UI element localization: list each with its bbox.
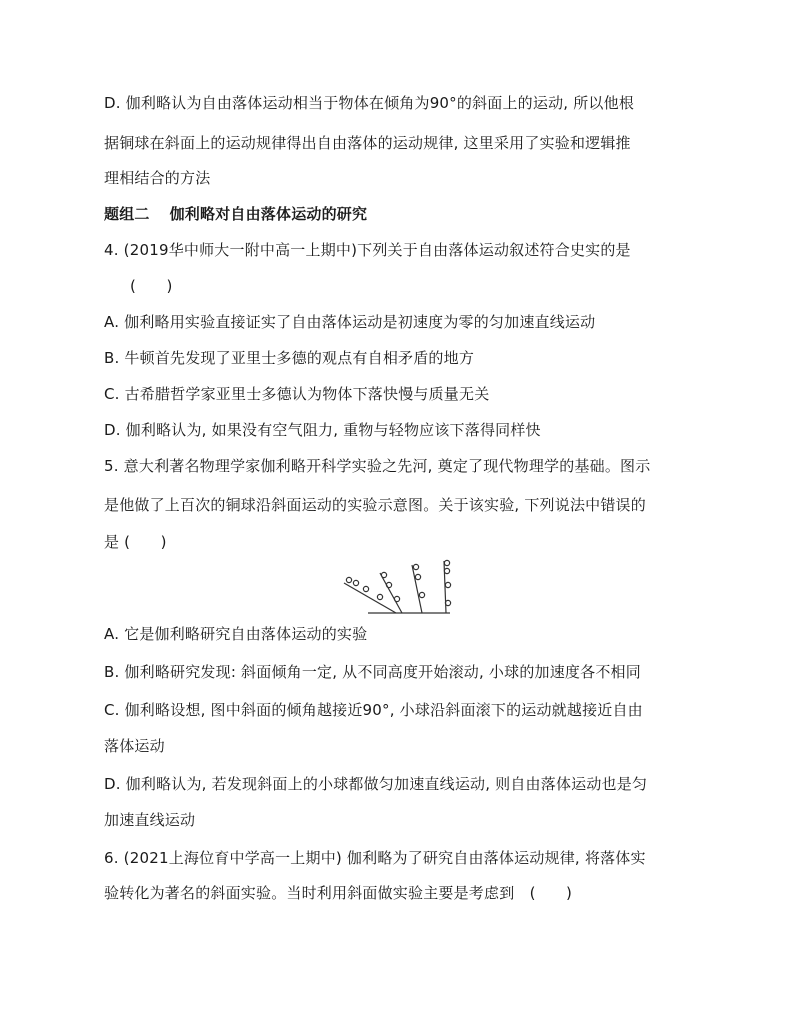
q4-option-c: C. 古希腊哲学家亚里士多德认为物体下落快慢与质量无关 <box>104 385 490 403</box>
q5-option-d-line2: 加速直线运动 <box>104 811 196 829</box>
q4-option-d: D. 伽利略认为, 如果没有空气阻力, 重物与轻物应该下落得同样快 <box>104 421 541 439</box>
question-4-stem: 4. (2019华中师大一附中高一上期中)下列关于自由落体运动叙述符合史实的是 <box>104 241 631 259</box>
question-5-stem-line3: 是 ( ) <box>104 533 167 551</box>
inclined-plane-figure <box>336 557 456 619</box>
q5-option-b: B. 伽利略研究发现: 斜面倾角一定, 从不同高度开始滚动, 小球的加速度各不相同 <box>104 663 641 681</box>
q5-option-d-line1: D. 伽利略认为, 若发现斜面上的小球都做匀加速直线运动, 则自由落体运动也是匀 <box>104 775 648 793</box>
ball <box>415 574 420 579</box>
incline-2 <box>380 573 402 613</box>
ball <box>346 577 351 582</box>
section-label: 题组二 <box>104 205 150 223</box>
ball <box>394 596 399 601</box>
question-6-stem-line2: 验转化为著名的斜面实验。当时利用斜面做实验主要是考虑到 ( ) <box>104 884 573 902</box>
question-5-stem-line2: 是他做了上百次的铜球沿斜面运动的实验示意图。关于该实验, 下列说法中错误的 <box>104 496 646 514</box>
q5-option-c-line1: C. 伽利略设想, 图中斜面的倾角越接近90°, 小球沿斜面滚下的运动就越接近自由 <box>104 701 643 719</box>
ball <box>445 582 450 587</box>
q3-option-d-line1: D. 伽利略认为自由落体运动相当于物体在倾角为90°的斜面上的运动, 所以他根 <box>104 94 635 112</box>
question-4-answer-blank: ( ) <box>130 277 173 295</box>
q4-option-b: B. 牛顿首先发现了亚里士多德的观点有自相矛盾的地方 <box>104 349 475 367</box>
ball <box>444 560 449 565</box>
ball <box>413 564 418 569</box>
section-heading <box>104 204 367 224</box>
ball <box>377 594 382 599</box>
ball <box>444 568 449 573</box>
q3-option-d-line3: 理相结合的方法 <box>104 169 211 187</box>
ball <box>363 586 368 591</box>
question-6-stem-line1: 6. (2021上海位育中学高一上期中) 伽利略为了研究自由落体运动规律, 将落体实 <box>104 849 646 867</box>
incline-3 <box>412 565 422 613</box>
q4-option-a: A. 伽利略用实验直接证实了自由落体运动是初速度为零的匀加速直线运动 <box>104 313 596 331</box>
q5-option-a: A. 它是伽利略研究自由落体运动的实验 <box>104 625 368 643</box>
q3-option-d-line2: 据铜球在斜面上的运动规律得出自由落体的运动规律, 这里采用了实验和逻辑推 <box>104 134 631 152</box>
question-5-stem-line1: 5. 意大利著名物理学家伽利略开科学实验之先河, 奠定了现代物理学的基础。图示 <box>104 457 651 475</box>
q5-option-c-line2: 落体运动 <box>104 737 165 755</box>
ball <box>353 580 358 585</box>
section-title: 伽利略对自由落体运动的研究 <box>169 205 368 223</box>
ball <box>419 592 424 597</box>
ball <box>381 572 386 577</box>
